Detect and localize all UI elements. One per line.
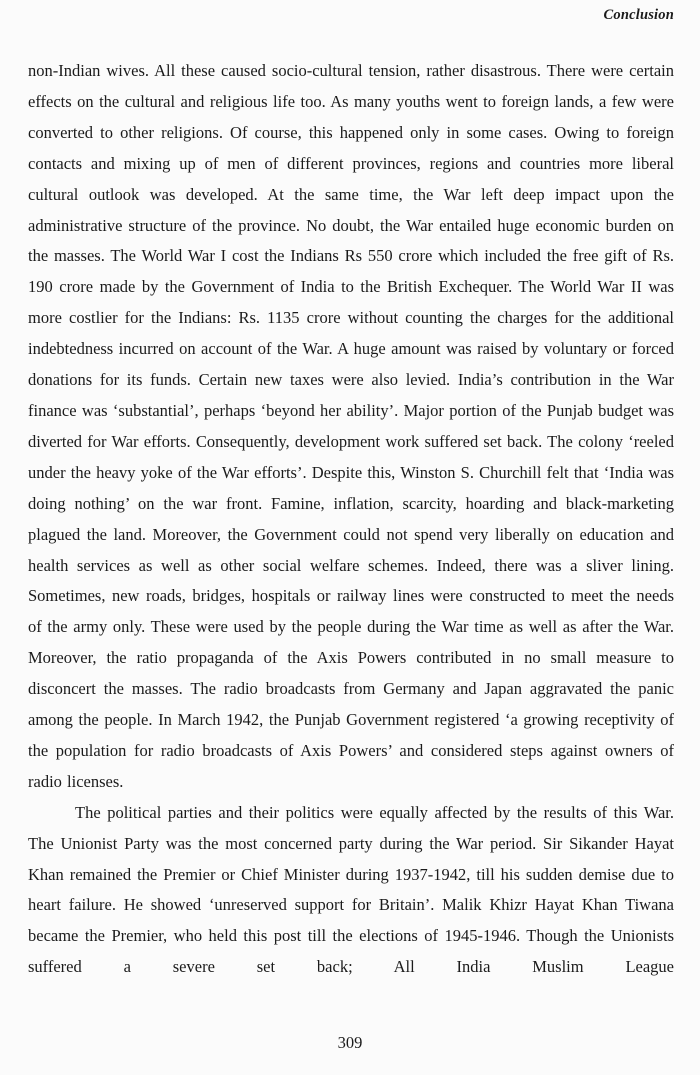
body-paragraph-2: The political parties and their politics were equally affected by the results of this War. The Unionist Party was the most concerned party during the War period. Sir Sikander Hayat Khan remained the Premier or Chief Minister during 1937-1942, till his sudden demise due to heart failure. He showed ‘unreserved support for Britain’. Malik Khizr Hayat Khan Tiwana became the Premier, who held this post till the elections of 1945-1946. Though the Unionists suffered a severe set back; All India Muslim League [28,802,674,977]
page-number: 309 [337,1033,363,1052]
page-footer [0,1033,700,1053]
body-text [28,56,674,983]
body-paragraph-1: non-Indian wives. All these caused socio-cultural tension, rather disastrous. There were certain effects on the cultural and religious life too. As many youths went to foreign lands, a few were converted to other religions. Of course, this happened only in some cases. Owing to foreign contacts and mixing up of men of different provinces, regions and countries more liberal cultural outlook was developed. At the same time, the War left deep impact upon the administrative structure of the province. No doubt, the War entailed huge economic burden on the masses. The World War I cost the Indians Rs 550 crore which included the free gift of Rs. 190 crore made by the Government of India to the British Exchequer. The World War II was more costlier for the Indians: Rs. 1135 crore without counting the charges for the additional indebtedness incurred on account of the War. A huge amount was raised by voluntary or forced donations for its funds. Certain new taxes were also levied. India’s contribution in the War finance was ‘substantial’, perhaps ‘beyond her ability’. Major portion of the Punjab budget was diverted for War efforts. Consequently, development work suffered set back. The colony ‘reeled under the heavy yoke of the War efforts’. Despite this, Winston S. Churchill felt that ‘India was doing nothing’ on the war front. Famine, inflation, scarcity, hoarding and black-marketing plagued the land. Moreover, the Government could not spend very liberally on education and health services as well as other social welfare schemes. Indeed, there was a sliver lining. Sometimes, new roads, bridges, hospitals or railway lines were constructed to meet the needs of the army only. These were used by the people during the War time as well as after the War. Moreover, the ratio propaganda of the Axis Powers contributed in no small measure to disconcert the masses. The radio broadcasts from Germany and Japan aggravated the panic among the people. In March 1942, the Punjab Government registered ‘a growing receptivity of the population for radio broadcasts of Axis Powers’ and considered steps against owners of radio licenses. [28,61,674,791]
running-header: Conclusion [603,7,674,23]
